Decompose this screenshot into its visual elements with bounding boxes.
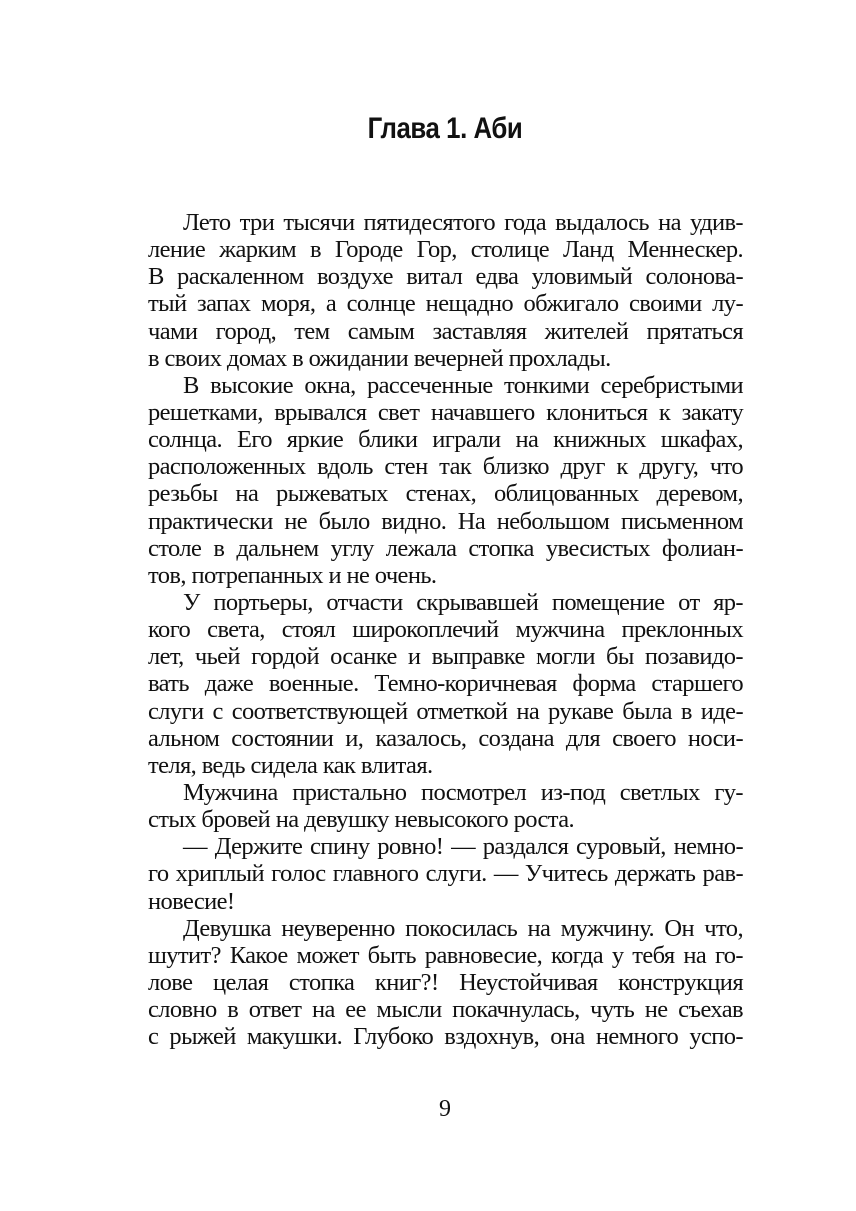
chapter-title: Глава 1. Аби — [367, 112, 523, 145]
text-line: чами город, тем самым заставляя жителей прятаться — [148, 317, 743, 345]
text-line: тов, потрепанных и не очень. — [148, 561, 437, 589]
paragraph — [148, 209, 743, 372]
text-line: кого света, стоял широкоплечий мужчина преклонных — [148, 616, 743, 644]
paragraph — [148, 833, 743, 914]
text-line: тый запах моря, а солнце нещадно обжигало своими лу- — [148, 290, 743, 318]
text-line: с рыжей макушки. Глубоко вздохнув, она немного успо- — [148, 1023, 743, 1051]
text-line: слуги с соответствующей отметкой на рукаве была в иде- — [148, 697, 743, 725]
text-line: столе в дальнем углу лежала стопка увесистых фолиан- — [148, 534, 743, 562]
page-number: 9 — [439, 1096, 451, 1122]
text-line: теля, ведь сидела как влитая. — [148, 751, 433, 779]
text-line: В высокие окна, рассеченные тонкими серебристыми — [183, 371, 743, 399]
text-line: расположенных вдоль стен так близко друг к другу, что — [148, 453, 743, 481]
paragraph — [148, 589, 743, 779]
text-line: практически не было видно. На небольшом письменном — [148, 507, 743, 535]
text-line: решетками, врывался свет начавшего клониться к закату — [148, 398, 743, 426]
text-line: новесие! — [148, 887, 235, 915]
text-line: лове целая стопка книг?! Неустойчивая конструкция — [148, 968, 743, 996]
text-line: Девушка неуверенно покосилась на мужчину. Он что, — [183, 914, 743, 942]
text-line: Лето три тысячи пятидесятого года выдалось на удив- — [183, 209, 743, 236]
text-line: го хриплый голос главного слуги. — Учитесь держать рав- — [148, 860, 743, 888]
paragraph — [148, 915, 743, 1051]
text-line: резьбы на рыжеватых стенах, облицованных деревом, — [148, 480, 743, 508]
text-line: У портьеры, отчасти скрывавшей помещение от яр- — [183, 588, 743, 616]
text-line: В раскаленном воздухе витал едва уловимый солонова- — [148, 263, 743, 291]
body-text — [148, 209, 743, 1050]
text-line: ление жарким в Городе Гор, столице Ланд Меннескер. — [148, 236, 743, 264]
text-line: солнца. Его яркие блики играли на книжных шкафах, — [148, 426, 743, 454]
paragraph — [148, 372, 743, 589]
text-line: стых бровей на девушку невысокого роста. — [148, 806, 574, 834]
text-line: лет, чьей гордой осанке и выправке могли бы позавидо- — [148, 643, 743, 671]
text-line: альном состоянии и, казалось, создана для своего носи- — [148, 724, 743, 752]
text-line: — Держите спину ровно! — раздался суровый, немно- — [183, 833, 743, 861]
text-line: вать даже военные. Темно-коричневая форма старшего — [148, 670, 743, 698]
paragraph — [148, 779, 743, 833]
text-line: словно в ответ на ее мысли покачнулась, чуть не съехав — [148, 996, 743, 1024]
text-line: Мужчина пристально посмотрел из-под светлых гу- — [183, 778, 743, 806]
text-line: в своих домах в ожидании вечерней прохлады. — [148, 344, 611, 372]
text-line: шутит? Какое может быть равновесие, когда у тебя на го- — [148, 941, 743, 969]
